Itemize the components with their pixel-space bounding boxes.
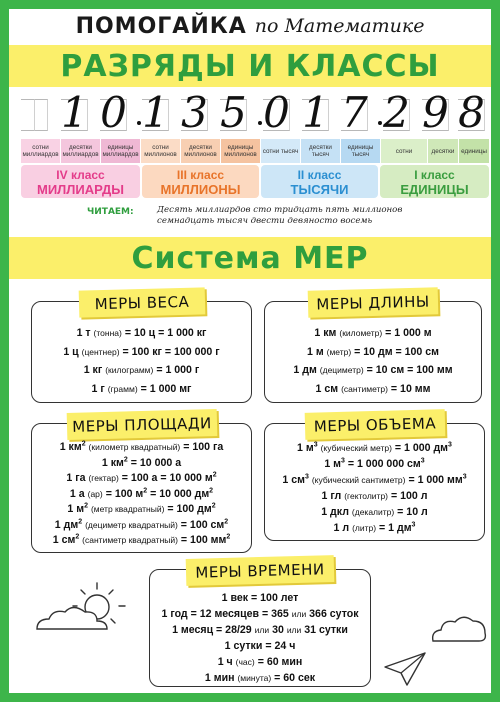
class-billions (21, 165, 140, 198)
unit-name: (сантиметр квадратный) (82, 535, 178, 545)
unit: 1 м (324, 458, 341, 470)
measure-line (150, 670, 370, 686)
measure-line (32, 487, 251, 503)
card-title-length: МЕРЫ ДЛИНЫ (308, 287, 439, 317)
card-body (265, 440, 484, 536)
class-name: МИЛЛИОНЫ (160, 182, 241, 197)
card-body (32, 324, 251, 398)
equivalence: = 10 л (397, 506, 428, 518)
unit: 1 см (315, 382, 339, 395)
digit: 1 (302, 88, 329, 137)
unit-name: (грамм) (107, 383, 138, 394)
connector: или (286, 625, 302, 635)
equivalence: = 100 л (390, 490, 428, 502)
equivalence: = 10 мм (390, 382, 431, 395)
digit: 8 (458, 88, 485, 137)
unit: 1 м (297, 442, 314, 454)
unit-name: (час) (235, 657, 255, 667)
exponent: 2 (209, 486, 214, 494)
digit: 0 (100, 88, 127, 137)
measure-line (265, 380, 481, 399)
equivalence: = 10 ц = 1 000 кг (124, 327, 207, 339)
place-value-label: единицы миллионов (221, 139, 260, 163)
class-thousands (261, 165, 378, 198)
top-header (9, 9, 491, 43)
card-body (150, 590, 370, 686)
class-name: ЕДИНИЦЫ (400, 182, 469, 197)
place-value-label: сотни тысяч (261, 139, 300, 163)
equivalence: = 60 мин (257, 656, 303, 668)
unit: 1 ц (63, 345, 79, 358)
measure-line (32, 343, 251, 362)
unit: 1 век (221, 592, 249, 604)
unit: 1 кг (83, 364, 103, 376)
unit: 1 дкл (321, 506, 349, 518)
unit-name: (минута) (237, 673, 272, 683)
digit: 0 (263, 88, 290, 137)
exponent: 3 (340, 457, 345, 465)
unit-name: (дециметр квадратный) (85, 519, 178, 530)
card-body (265, 324, 481, 398)
equivalence: 366 суток (309, 608, 359, 620)
unit: 1 га (66, 472, 86, 484)
digit: 2 (383, 88, 410, 137)
unit-name: (литр) (352, 523, 377, 533)
unit: 1 год = 12 месяцев = 365 (161, 608, 289, 620)
unit: 1 сутки (224, 640, 263, 652)
place-value-label: сотни миллионов (141, 139, 180, 163)
unit: 1 а (69, 487, 85, 500)
unit-name: (килограмм) (105, 365, 154, 375)
measure-line (265, 440, 484, 456)
equivalence: = 1 000 мм (408, 474, 463, 486)
exponent: 3 (411, 521, 416, 529)
unit: 1 г (91, 382, 105, 395)
unit: 1 см (282, 474, 305, 486)
unit-name: (метр квадратный) (90, 504, 165, 514)
equivalence: = 1 000 г (156, 364, 200, 376)
measure-line (150, 622, 370, 638)
sun-cloud-icon (27, 579, 145, 637)
card-length (264, 292, 482, 403)
section-band-place-values (9, 45, 491, 87)
unit-name: (километр) (339, 328, 383, 338)
unit: 1 л (333, 522, 350, 534)
digit: 9 (422, 88, 449, 137)
unit-name: (ар) (87, 488, 103, 499)
unit: 1 ч (217, 656, 233, 668)
measure-line (265, 324, 481, 343)
unit: 1 месяц = 28/29 (172, 624, 252, 636)
measure-line (32, 361, 251, 380)
reading-label: ЧИТАЕМ: (87, 207, 134, 217)
card-time (149, 559, 371, 687)
section-band-measures (9, 237, 491, 279)
exponent: 2 (123, 455, 128, 463)
measure-line (32, 456, 251, 472)
measure-line (32, 440, 251, 456)
measure-line (150, 654, 370, 670)
exponent: 2 (143, 486, 148, 494)
exponent: 2 (224, 517, 229, 525)
class-number: II класс (297, 168, 342, 182)
unit-name: (дециметр) (319, 365, 364, 375)
unit-name: (сантиметр) (341, 383, 388, 394)
exponent: 2 (78, 517, 83, 525)
measure-line (265, 472, 484, 488)
class-number: IV класс (56, 168, 105, 182)
measure-line (265, 488, 484, 504)
exponent: 2 (226, 533, 231, 541)
unit-name: (тонна) (93, 328, 122, 338)
unit-name: (метр) (326, 346, 352, 357)
unit-name: (гектолитр) (344, 491, 389, 501)
section-title-measures: Система МЕР (131, 240, 369, 276)
card-area (31, 413, 252, 553)
equivalence: = 24 ч (265, 640, 296, 652)
exponent: 2 (75, 533, 80, 541)
group-separator-dot (378, 121, 382, 125)
unit-name: (кубический метр) (320, 443, 392, 453)
measure-line (32, 518, 251, 534)
card-title-volume: МЕРЫ ОБЪЕМА (304, 409, 445, 440)
unit: 1 км (101, 456, 124, 469)
card-body (32, 440, 251, 549)
exponent: 2 (81, 440, 86, 448)
class-name: МИЛЛИАРДЫ (37, 182, 124, 197)
unit: 1 гл (321, 490, 342, 502)
equivalence: = 1 000 м (385, 327, 432, 339)
unit-name: (кубический сантиметр) (311, 475, 406, 485)
class-units (380, 165, 489, 198)
unit: 1 км (314, 327, 337, 339)
unit: 1 дм (293, 364, 317, 376)
measure-line (150, 606, 370, 622)
card-title-weight: МЕРЫ ВЕСА (78, 287, 205, 317)
equivalence: = 10 000 дм (147, 487, 210, 500)
unit: 1 мин (204, 672, 235, 684)
measure-line (150, 638, 370, 654)
unit: 1 м (307, 345, 324, 358)
unit: 1 км (59, 441, 82, 453)
digit: 3 (181, 88, 208, 137)
equivalence: = 100 дм (167, 503, 212, 515)
group-separator-dot (258, 121, 262, 125)
equivalence: = 10 000 а (130, 456, 182, 469)
equivalence: = 100 см (180, 518, 225, 531)
unit-name: (декалитр) (351, 507, 395, 517)
brand-script: по Математике (254, 15, 425, 37)
equivalence: = 1 дм (379, 522, 412, 534)
exponent: 3 (304, 473, 309, 481)
place-value-label: единицы тысяч (341, 139, 380, 163)
paper-plane-icon (381, 649, 429, 689)
equivalence: = 1 000 мг (140, 382, 192, 395)
digits-row (21, 88, 485, 137)
unit-name: (гектар) (88, 473, 119, 483)
exponent: 3 (313, 441, 318, 449)
place-value-label: десятки (428, 139, 458, 163)
exponent: 3 (448, 441, 452, 449)
group-separator-dot (137, 121, 141, 125)
connector: или (291, 609, 307, 619)
measure-line (265, 343, 481, 362)
connector: или (254, 625, 270, 635)
exponent: 2 (211, 502, 216, 510)
equivalence: = 100 га (183, 441, 224, 453)
class-millions (142, 165, 259, 198)
equivalence: = 100 мм (180, 534, 227, 546)
measure-line (32, 471, 251, 487)
digit: 7 (341, 88, 368, 137)
card-weight (31, 292, 252, 403)
equivalence: = 1 000 дм (394, 442, 449, 454)
class-number: I класс (414, 168, 455, 182)
card-title-time: МЕРЫ ВРЕМЕНИ (186, 555, 335, 586)
unit: 1 м (67, 503, 85, 515)
measure-line (150, 590, 370, 606)
exponent: 3 (462, 473, 467, 481)
reading-line: Десять миллиардов сто тридцать пять миллионов (157, 205, 403, 215)
place-value-row (21, 139, 489, 163)
card-volume (264, 413, 485, 541)
place-value-label: десятки миллиардов (61, 139, 100, 163)
cloud-icon (429, 609, 489, 645)
section-title-place-values: РАЗРЯДЫ И КЛАССЫ (60, 48, 440, 84)
place-value-label: сотни (381, 139, 427, 163)
unit-name: (центнер) (81, 346, 120, 357)
unit: 1 дм (54, 518, 79, 531)
equivalence: = 100 лет (251, 592, 299, 604)
equivalence: = 100 а = 10 000 м (121, 472, 213, 484)
card-title-area: МЕРЫ ПЛОЩАДИ (66, 409, 217, 440)
class-number: III класс (176, 168, 225, 182)
place-value-label: десятки миллионов (181, 139, 220, 163)
measure-line (265, 361, 481, 380)
unit-name: (километр квадратный) (88, 442, 181, 452)
digit: 1 (61, 88, 88, 137)
place-value-label: десятки тысяч (301, 139, 340, 163)
exponent: 3 (420, 457, 425, 465)
measure-line (32, 324, 251, 343)
equivalence: = 60 сек (274, 672, 316, 684)
place-value-label: сотни миллиардов (21, 139, 60, 163)
reading-text (157, 205, 402, 227)
equivalence: 30 (272, 624, 284, 636)
digit: 1 (142, 88, 169, 137)
equivalence: = 100 м (105, 487, 144, 500)
equivalence: = 10 дм = 100 см (354, 345, 439, 358)
unit: 1 т (76, 327, 91, 339)
brand-main: ПОМОГАЙКА (75, 13, 247, 39)
measure-line (32, 380, 251, 399)
reading-line: семнадцать тысяч двести девяносто восемь (157, 216, 373, 226)
exponent: 2 (212, 471, 217, 479)
place-value-label: единицы (459, 139, 489, 163)
measure-line (265, 456, 484, 472)
digit: 5 (220, 88, 247, 137)
class-name: ТЫСЯЧИ (290, 182, 349, 197)
place-value-label: единицы миллиардов (101, 139, 140, 163)
measure-line (265, 504, 484, 520)
unit: 1 см (52, 534, 76, 546)
measure-line (32, 502, 251, 518)
measure-line (32, 533, 251, 549)
measure-line (265, 520, 484, 536)
equivalence: = 1 000 000 см (347, 458, 421, 470)
equivalence: 31 сутки (304, 624, 348, 636)
empty-digit-cell-divider (21, 99, 35, 131)
exponent: 2 (84, 502, 88, 510)
equivalence: = 100 кг = 100 000 г (122, 345, 220, 358)
equivalence: = 10 см = 100 мм (366, 364, 453, 376)
